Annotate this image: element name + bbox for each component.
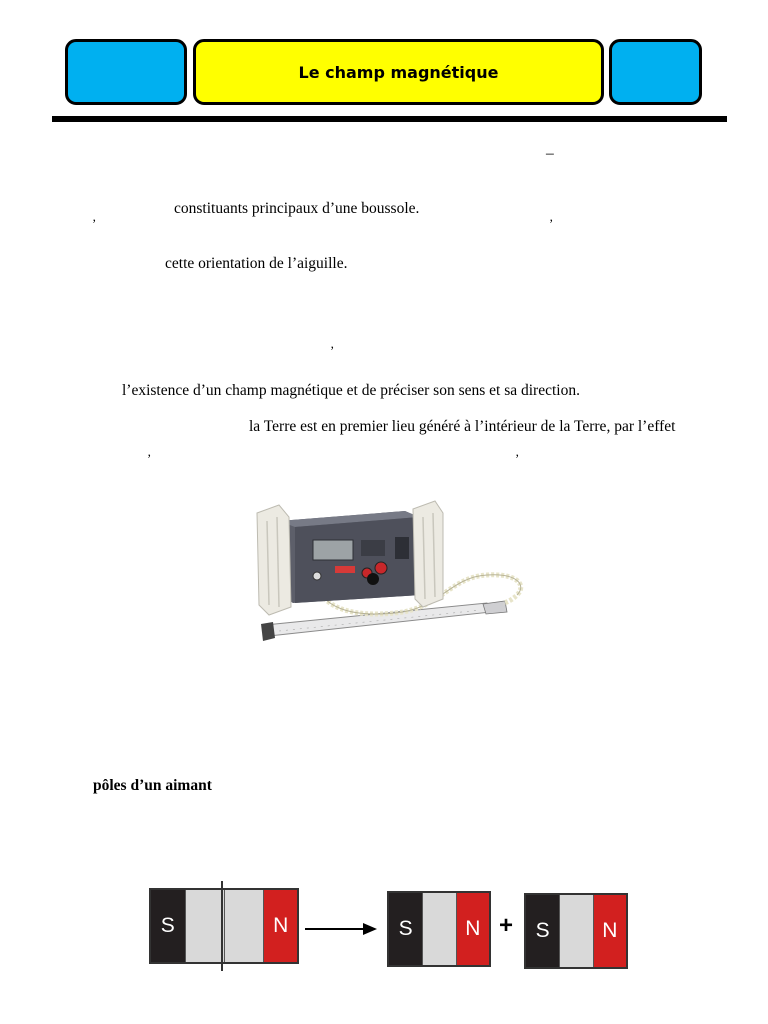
text-line-earth: la Terre est en premier lieu généré à l’intérieur de la Terre, par l’effet — [249, 418, 676, 435]
apostrophe-mark: ’ — [147, 451, 152, 466]
cut-line — [221, 881, 223, 971]
teslameter-image — [255, 495, 525, 655]
magnet-body — [559, 895, 592, 967]
whole-magnet — [149, 888, 299, 964]
text-line-compass: constituants principaux d’une boussole. — [174, 200, 420, 217]
half-magnet-right — [524, 893, 628, 969]
header-right-box — [609, 39, 702, 105]
header-divider — [52, 116, 727, 122]
south-pole: S — [389, 893, 422, 965]
page-title: Le champ magnétique — [193, 39, 604, 105]
south-pole: S — [526, 895, 559, 967]
north-pole: N — [456, 893, 489, 965]
half-magnet-left — [387, 891, 491, 967]
arrow-icon — [305, 919, 379, 939]
text-line-existence: l’existence d’un champ magnétique et de préciser son sens et sa direction. — [122, 382, 580, 399]
north-pole: N — [593, 895, 626, 967]
magnet-body — [422, 893, 455, 965]
magnet-body — [224, 890, 263, 962]
poles-heading: pôles d’un aimant — [93, 777, 212, 794]
south-pole: S — [151, 890, 185, 962]
apostrophe-mark: ’ — [549, 216, 554, 231]
apostrophe-mark: ’ — [92, 216, 97, 231]
text-line-orientation: cette orientation de l’aiguille. — [165, 255, 348, 272]
apostrophe-mark: ’ — [515, 451, 520, 466]
north-pole: N — [263, 890, 297, 962]
apostrophe-mark: ’ — [330, 343, 335, 358]
dash-mark: – — [546, 145, 554, 162]
magnet-body — [185, 890, 224, 962]
header-left-box — [65, 39, 187, 105]
plus-sign: + — [499, 912, 514, 939]
